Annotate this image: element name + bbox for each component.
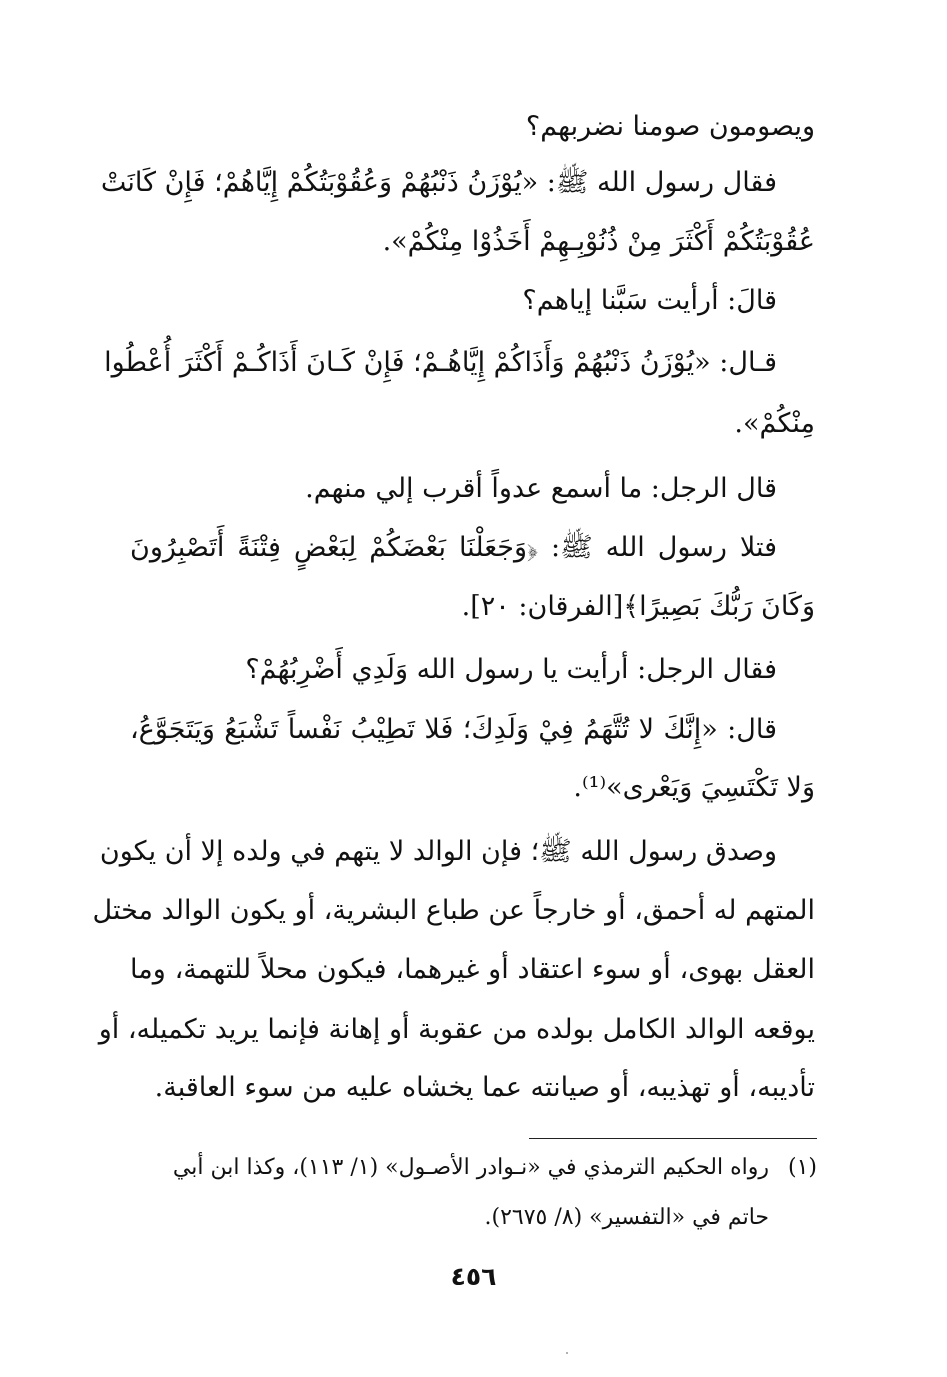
footnote-text-1: رواه الحكيم الترمذي في «نـوادر الأصـول» (١/ ١١٣)، وكذا ابن أبي <box>172 1155 769 1180</box>
body-line: فقال الرجل: أرأيت يا رسول الله وَلَدِي أَضْرِبُهُمْ؟ <box>245 654 777 685</box>
body-line: وصدق رسول الله ﷺ؛ فإن الوالد لا يتهم في ولده إلا أن يكون <box>99 836 777 867</box>
scan-speck <box>566 1352 568 1354</box>
body-line: ويصومون صومنا نضربهم؟ <box>525 111 815 142</box>
body-line: عُقُوْبَتُكُمْ أَكْثَرَ مِنْ ذُنُوْبِـهِمْ أَخَذُوْا مِنْكُمْ». <box>382 226 815 257</box>
body-line: فقال رسول الله ﷺ: «يُوْزَنُ ذَنْبُهُمْ وَعُقُوْبَتُكُمْ إِيَّاهُمْ؛ فَإِنْ كَانَتْ <box>100 167 777 198</box>
body-line: فتلا رسول الله ﷺ: ﴿وَجَعَلْنَا بَعْضَكُمْ لِبَعْضٍ فِتْنَةً أَتَصْبِرُونَ <box>130 532 777 563</box>
footnote-line-2 <box>79 1202 769 1234</box>
body-line: قالَ: أرأيت سَبَّنا إياهم؟ <box>522 285 777 316</box>
body-line: قال الرجل: ما أسمع عدواً أقرب إلي منهم. <box>305 473 777 504</box>
body-line: مِنْكُمْ». <box>734 408 815 439</box>
body-line: وَكَانَ رَبُّكَ بَصِيرًا﴾[الفرقان: ٢٠]. <box>461 591 815 622</box>
body-line: تأديبه، أو تهذيبه، أو صيانته عما يخشاه عليه من سوء العاقبة. <box>154 1072 815 1103</box>
footnote-number: (١) <box>787 1155 817 1180</box>
body-line: وَلا تَكْتَسِيَ وَيَعْرى»⁽¹⁾. <box>573 772 815 803</box>
footnote-text-2: حاتم في «التفسير» (٨/ ٢٦٧٥). <box>484 1205 769 1230</box>
footnote-separator <box>529 1138 817 1139</box>
body-line: العقل بهوى، أو سوء اعتقاد أو غيرهما، فيكون محلاً للتهمة، وما <box>130 954 815 985</box>
footnote-line-1 <box>127 1152 817 1184</box>
body-line: المتهم له أحمق، أو خارجاً عن طباع البشرية، أو يكون الوالد مختل <box>92 895 815 926</box>
body-line: قـال: «يُوْزَنُ ذَنْبُهُمْ وَأَذَاكُمْ إِيَّاهُـمْ؛ فَإِنْ كَـانَ أَذَاكُـمْ أَكْثَرَ أُعْطُوا <box>104 347 777 378</box>
page-number: ٤٥٦ <box>450 1262 497 1291</box>
body-line: قال: «إِنَّكَ لا تُتَّهَمُ فِيْ وَلَدِكَ؛ فَلا تَطِيْبُ نَفْساً تَشْبَعُ وَيَتَجَوَّعُ، <box>130 714 777 745</box>
body-line: يوقعه الوالد الكامل بولده من عقوبة أو إهانة فإنما يريد تكميله، أو <box>98 1014 815 1045</box>
